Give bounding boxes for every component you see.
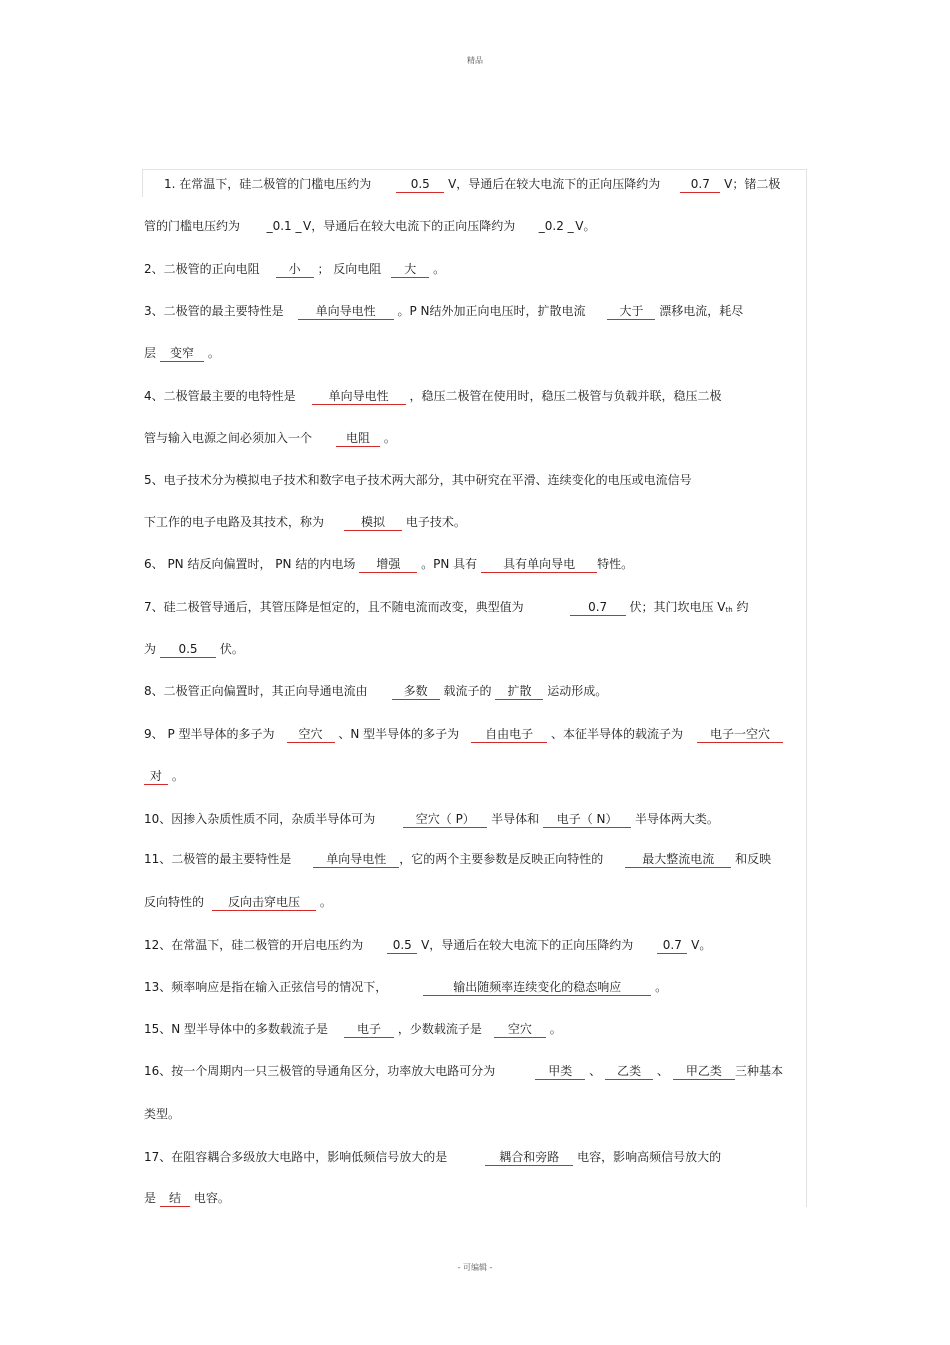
question-text: 7、硅二极管导通后，其管压降是恒定的，且不随电流而改变，典型值为 (144, 600, 524, 614)
answer-blank: 电子 (344, 1022, 394, 1038)
question-line (144, 1190, 804, 1207)
question-text: 漂移电流，耗尽 (655, 304, 744, 318)
frame-border-left (142, 169, 143, 197)
question-line (144, 303, 804, 320)
answer-blank: 0.5 (160, 642, 216, 658)
answer-blank: 0.7 (657, 938, 687, 954)
question-text: 。 (429, 262, 446, 276)
answer-blank: 单向导电性 (312, 389, 406, 405)
question-text: 4、二极管最主要的电特性是 (144, 389, 296, 403)
question-text: 15、N 型半导体中的多数载流子是 (144, 1022, 329, 1036)
question-text: V，导通后在较大电流下的正向压降约为 (417, 938, 634, 952)
answer-blank: 0.5 (387, 938, 417, 954)
question-text: 下工作的电子电路及其技术，称为 (144, 515, 325, 529)
question-text: 1. 在常温下，硅二极管的门槛电压约为 (164, 177, 372, 191)
question-text: 5、电子技术分为模拟电子技术和数字电子技术两大部分，其中研究在平滑、连续变化的电压或电流信号 (144, 473, 692, 487)
question-line (144, 1063, 804, 1080)
question-line (144, 514, 804, 531)
answer-blank: 0.5 (396, 177, 444, 193)
answer-blank: 0.7 (680, 177, 720, 193)
question-text: 载流子的 (439, 684, 492, 698)
answer-blank: 多数 (392, 684, 440, 700)
subscript-text: th (725, 606, 733, 614)
question-text: 为 (144, 642, 157, 656)
answer-blank: 单向导电性 (298, 304, 394, 320)
answer-blank: 小 (276, 262, 314, 278)
question-text: V，导通后在较大电流下的正向压降约为 (303, 219, 516, 233)
question-text: 。 (316, 895, 332, 909)
question-text: ，它的两个主要参数是反映正向特性的 (399, 852, 604, 866)
question-text: 反向特性的 (144, 895, 205, 909)
question-text: ； 反向电阻 (313, 262, 382, 276)
question-text: 10、因掺入杂质性质不同，杂质半导体可为 (144, 812, 376, 826)
answer-blank: 单向导电性 (313, 852, 399, 868)
question-text: 12、在常温下，硅二极管的开启电压约为 (144, 938, 364, 952)
question-text: 三种基本 (734, 1064, 783, 1078)
question-line (144, 768, 804, 785)
question-line (144, 726, 804, 743)
answer-blank: 大 (391, 262, 429, 278)
question-line (144, 1149, 804, 1166)
question-text: 、 (585, 1064, 602, 1078)
answer-blank: 空穴 (287, 727, 335, 743)
answer-blank: 电子（ N） (543, 812, 631, 828)
answer-blank: 大于 (607, 304, 655, 320)
question-text: 和反映 (731, 852, 772, 866)
answer-blank: 空穴（ P） (403, 812, 487, 828)
answer-blank: 电阻 (336, 431, 380, 447)
question-text: 伏；其门坎电压 V (625, 600, 726, 614)
question-text: 17、在阻容耦合多级放大电路中，影响低频信号放大的是 (144, 1150, 448, 1164)
question-text: 层 (144, 346, 157, 360)
answer-blank: 空穴 (494, 1022, 546, 1038)
answer-blank: 输出随频率连续变化的稳态响应 (423, 980, 651, 996)
question-text: 6、 PN 结反向偏置时， PN 结的内电场 (144, 557, 356, 571)
question-text: 管与输入电源之间必须加入一个 (144, 431, 313, 445)
question-text: 。 (545, 1022, 562, 1036)
question-text: 电容。 (190, 1191, 230, 1205)
question-line (144, 388, 804, 405)
question-text: 8、二极管正向偏置时，其正向导通电流由 (144, 684, 368, 698)
question-text: ，稳压二极管在使用时，稳压二极管与负载并联，稳压二极 (405, 389, 722, 403)
question-line (144, 811, 804, 828)
question-text: V。 (575, 219, 596, 233)
question-text: 、N 型半导体的多子为 (334, 727, 460, 741)
answer-blank: 0.7 (570, 600, 626, 616)
question-text: 。 (204, 346, 220, 360)
question-text: 半导体和 (487, 812, 540, 826)
answer-blank: 甲乙类 (673, 1064, 735, 1080)
answer-blank: 结 (160, 1191, 190, 1207)
question-text: V；锗二极 (720, 177, 781, 191)
answer-blank: 耦合和旁路 (485, 1150, 573, 1166)
answer-blank: 最大整流电流 (625, 852, 731, 868)
answer-blank: 反向击穿电压 (212, 895, 316, 911)
question-text: 13、频率响应是指在输入正弦信号的情况下， (144, 980, 388, 994)
question-text: 伏。 (216, 642, 244, 656)
question-line (144, 1021, 804, 1038)
question-line (144, 937, 804, 954)
answer-blank: 自由电子 (471, 727, 547, 743)
question-line (144, 979, 804, 996)
question-text: 、 (653, 1064, 669, 1078)
question-line (144, 851, 804, 868)
question-text: _0.2 _ (538, 219, 574, 233)
question-text: 、本征半导体的载流子为 (547, 727, 683, 741)
answer-blank: 变窄 (160, 346, 204, 362)
question-line (144, 556, 804, 573)
question-text: 。P N结外加正向电压时，扩散电流 (393, 304, 586, 318)
question-line (144, 1106, 804, 1122)
question-line (144, 261, 804, 278)
question-line (144, 345, 804, 362)
question-text: 管的门槛电压约为 (144, 219, 241, 233)
question-line (144, 176, 804, 193)
question-text: 11、二极管的最主要特性是 (144, 852, 292, 866)
question-text: V。 (687, 938, 712, 952)
question-text: 约 (732, 600, 749, 614)
question-text: 电子技术。 (402, 515, 466, 529)
answer-blank: 增强 (359, 557, 417, 573)
question-line (144, 599, 804, 618)
question-line (144, 894, 804, 911)
answer-blank: 甲类 (535, 1064, 585, 1080)
frame-border-top (142, 169, 807, 170)
page-header: 精品 (467, 56, 483, 65)
question-line (144, 218, 804, 234)
answer-blank: 扩散 (495, 684, 543, 700)
question-text: 。PN 具有 (417, 557, 478, 571)
question-text: 16、按一个周期内一只三极管的导通角区分，功率放大电路可分为 (144, 1064, 496, 1078)
question-line (144, 683, 804, 700)
question-text: 。 (651, 980, 668, 994)
question-line (144, 472, 804, 488)
question-text: 运动形成。 (543, 684, 608, 698)
question-text: _0.1 _ (266, 219, 302, 233)
frame-border-right (806, 169, 807, 1207)
answer-blank: 具有单向导电 (481, 557, 597, 573)
question-text: 半导体两大类。 (631, 812, 719, 826)
page-footer: - 可编辑 - (457, 1263, 493, 1272)
question-text: V，导通后在较大电流下的正向压降约为 (444, 177, 661, 191)
answer-blank: 乙类 (605, 1064, 653, 1080)
answer-blank: 对 (144, 769, 168, 785)
answer-blank: 模拟 (344, 515, 402, 531)
question-text: 3、二极管的最主要特性是 (144, 304, 284, 318)
question-text: 。 (380, 431, 396, 445)
answer-blank: 电子一空穴 (697, 727, 783, 743)
question-text: 。 (168, 769, 184, 783)
question-text: 2、二极管的正向电阻 (144, 262, 260, 276)
question-text: 电容，影响高频信号放大的 (573, 1150, 722, 1164)
question-text: 类型。 (144, 1107, 181, 1121)
question-text: 9、 P 型半导体的多子为 (144, 727, 275, 741)
question-text: 是 (144, 1191, 157, 1205)
question-text: 特性。 (597, 557, 634, 571)
question-text: ，少数载流子是 (394, 1022, 482, 1036)
question-line (144, 430, 804, 447)
question-line (144, 641, 804, 658)
